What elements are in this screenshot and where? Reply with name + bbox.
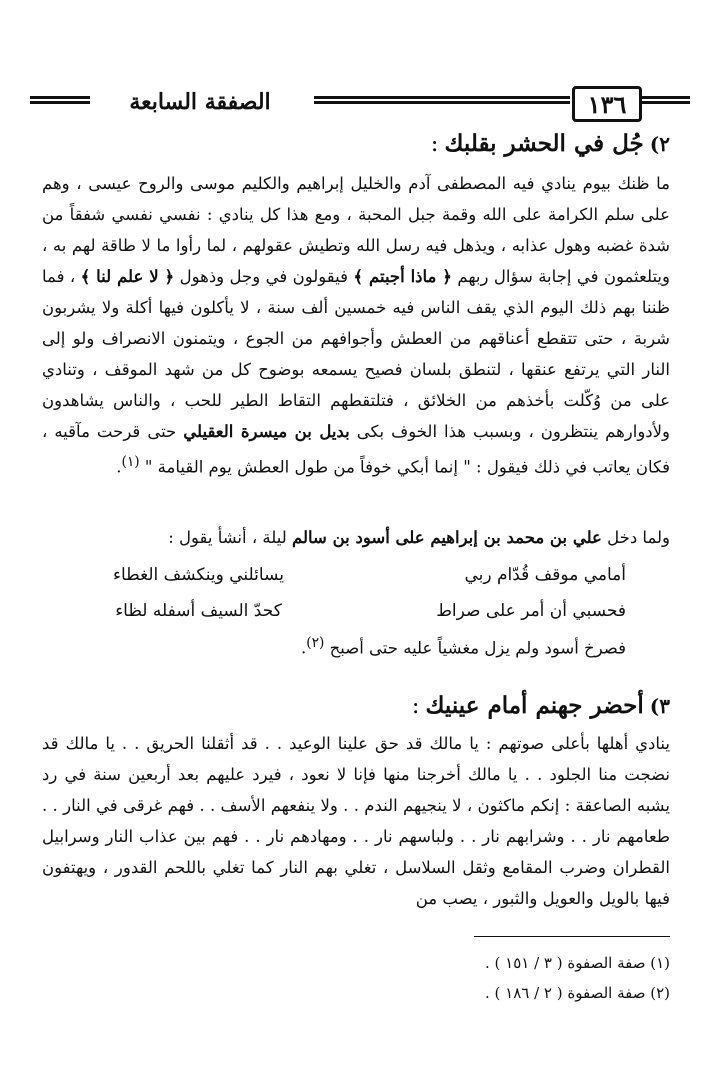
- verse-second-hemistich: كحدّ السيف أسفله لظاء: [115, 601, 282, 621]
- quran-quote: ﴿ ماذا أجبتم ﴾: [353, 267, 452, 286]
- poem: [66, 557, 626, 629]
- section-title: جُل في الحشر بقلبك: [444, 130, 644, 157]
- verse-second-hemistich: يسائلني وينكشف الغطاء: [113, 565, 284, 585]
- header-rule-middle: [314, 96, 570, 104]
- text-run: حتى قرحت مآقيه ، فكان يعاتب في ذلك فيقول : " إنما أبكي خوفاً من طول العطش يوم القيامة ": [42, 422, 670, 477]
- section-number: ٢): [649, 132, 670, 156]
- section-heading-2: [431, 130, 670, 157]
- text-run: ليلة ، أنشأ يقول :: [168, 528, 292, 547]
- section-colon: :: [411, 693, 420, 719]
- page-number: ١٣٦: [572, 86, 642, 122]
- section-title: أحضر جهنم أمام عينيك: [425, 692, 644, 719]
- footnote-ref: (٢): [306, 635, 325, 651]
- paragraph-1: [42, 168, 670, 483]
- footnote-ref: (١): [121, 454, 140, 470]
- text-run: .: [116, 457, 122, 477]
- verse-first-hemistich: أمامي موقف قُدّام ربي: [464, 565, 626, 585]
- text-run: فيقولون في وجل وذهول: [174, 267, 354, 286]
- footnote-divider: [474, 936, 670, 937]
- poem-verse: [66, 557, 626, 593]
- header-rule-right: [642, 96, 690, 104]
- after-poem-line: [46, 628, 626, 664]
- poem-verse: [66, 593, 626, 629]
- section-colon: :: [430, 131, 439, 157]
- paragraph-3: ينادي أهلها بأعلى صوتهم : يا مالك قد حق علينا الوعيد . . قد أثقلنا الحريق . . يا مالك قد نضجت منا الجلود . . يا مالك أخرجنا منها فإنا لا نعود ، فيرد عليهم بعد أربعين سنة في رد يشبه الصاعقة : إنكم ماكثون ، لا ينجيهم الندم . . ولا ينفعهم الأسف . . فهم غرقى في النار . . طعامهم نار . . وشرابهم نار . . ولباسهم نار . . ومهادهم نار . . فهم بين عذاب النار وسرابيل القطران وضرب المقامع وثقل السلاسل ، تغلي بهم النار كما تغلي باللحم القدور ، ويهتفون فيها بالويل والعويل والثبور ، يصب من: [42, 734, 670, 908]
- quran-quote: ﴿ لا علم لنا ﴾: [80, 267, 175, 286]
- text-run: ولما دخل: [601, 528, 670, 547]
- text-run: فصرخ أسود ولم يزل مغشياً عليه حتى أصبح: [324, 638, 626, 658]
- section-number: ٣): [649, 694, 670, 718]
- verse-first-hemistich: فحسبي أن أمر على صراط: [436, 601, 626, 621]
- text-run: ما ظنك بيوم ينادي فيه المصطفى آدم والخليل إبراهيم والكليم موسى والروح عيسى ، وهم على سلم الكرامة على الله وقمة جبل المحبة ، ومع هذا كل ينادي : نفسي نفسي شفقاً من شدة غضبه وهول عذابه ، ويذهل فيه رسل الله وتطيش عقولهم ، لما رأوا ما لا طاقة لهم به ، ويتلعثمون في إجابة سؤال ربهم: [42, 174, 670, 286]
- paragraph-2: [42, 522, 670, 553]
- section-heading-3: [412, 692, 670, 719]
- text-run: ، فما ظننا بهم ذلك اليوم الذي يقف الناس فيه خمسين ألف سنة ، لا يأكلون فيها أكلة ولا يشربون شربة ، حتى تتقطع أعناقهم من العطش وأجوافهم من الجوع ، ويتمنون الانصراف ولو إلى النار التي يرتفع عنقها ، لتنطق بلسان فصيح يسمعه بوضوح كل من شهد الموقف ، وتنادي على من وُكّلت بأخذهم من الخلائق ، فتلتقطهم التقاط الطير للحب ، والناس يشاهدون ولأدوارهم ينتظرون ، وبسبب هذا الخوف بكى: [42, 267, 671, 441]
- person-name: علي بن محمد بن إبراهيم على أسود بن سالم: [292, 528, 602, 547]
- footnote-2: (٢) صفة الصفوة ( ٢ / ١٨٦ ) .: [485, 984, 670, 1002]
- footnote-1: (١) صفة الصفوة ( ٣ / ١٥١ ) .: [485, 954, 670, 972]
- running-title: الصفقة السابعة: [129, 89, 271, 115]
- footnotes: [42, 948, 670, 1008]
- text-run: .: [300, 638, 307, 658]
- page-header: [30, 84, 690, 120]
- person-name: بديل بن ميسرة العقيلي: [183, 422, 350, 441]
- header-rule-left: [30, 96, 90, 104]
